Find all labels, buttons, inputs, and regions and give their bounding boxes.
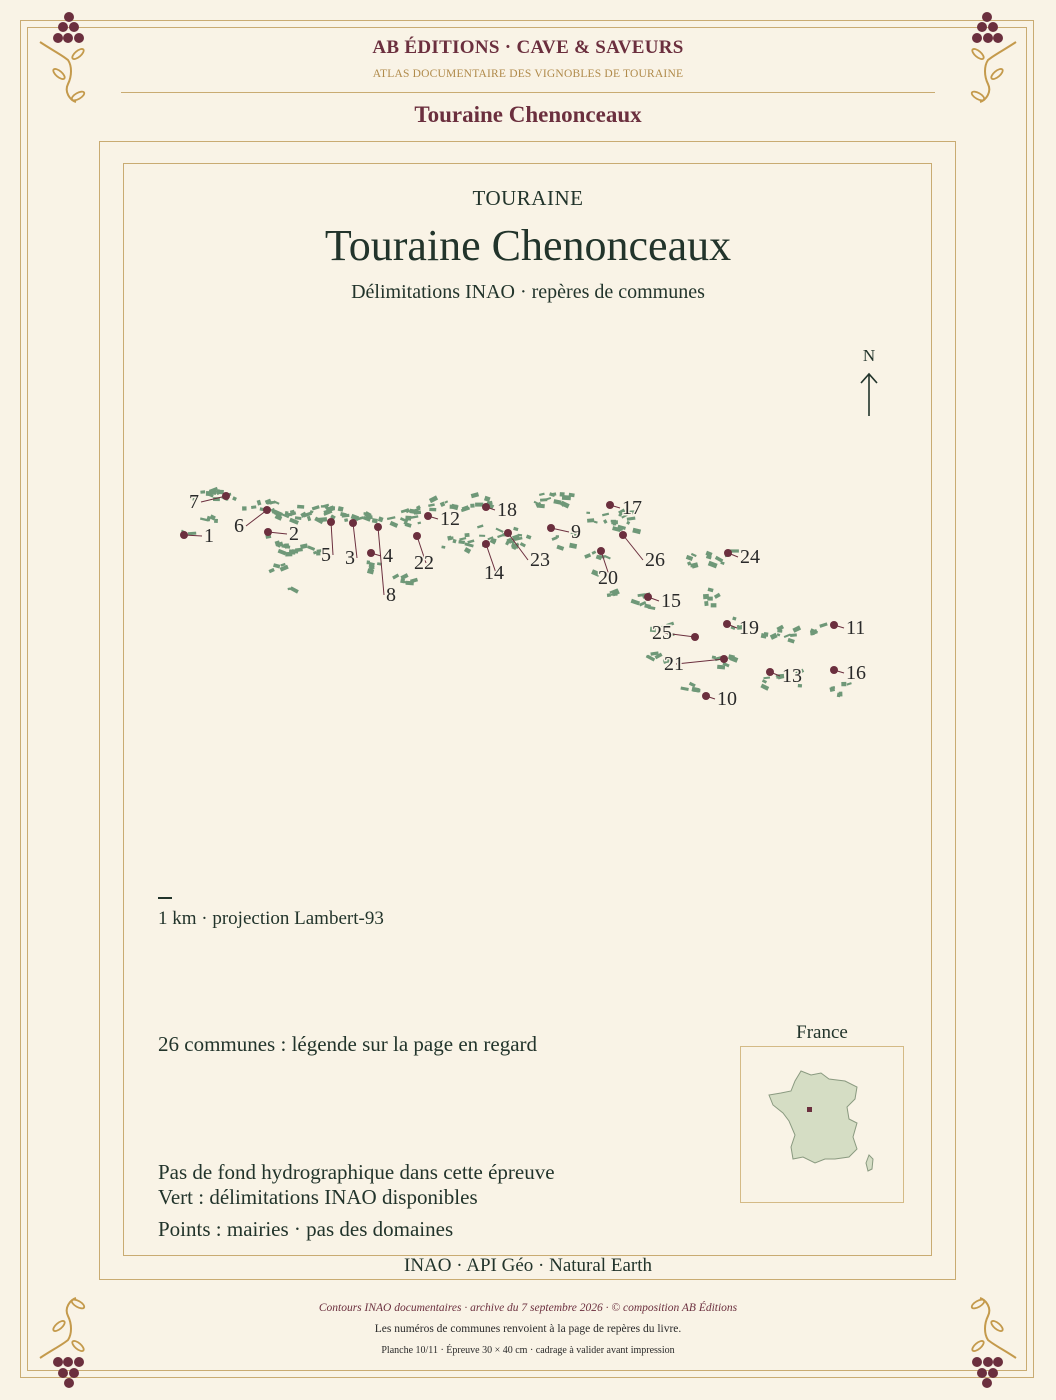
vineyard-parcel xyxy=(539,493,545,496)
vineyard-parcel xyxy=(458,540,465,544)
commune-marker-3 xyxy=(349,519,357,527)
region-name: TOURAINE xyxy=(472,186,584,210)
vineyard-parcel xyxy=(429,508,436,512)
vineyard-parcel xyxy=(392,573,399,579)
commune-marker-21 xyxy=(720,655,728,663)
note-hydrography: Pas de fond hydrographique dans cette épreuve xyxy=(158,1160,555,1184)
vineyard-parcel xyxy=(631,599,640,606)
france-inset-map xyxy=(740,1046,904,1203)
commune-marker-13 xyxy=(766,668,774,676)
vineyard-parcel xyxy=(680,687,688,691)
vineyard-parcel xyxy=(389,521,398,528)
commune-label-12: 12 xyxy=(440,508,460,530)
vineyard-parcel xyxy=(647,655,656,662)
commune-label-8: 8 xyxy=(386,584,396,606)
commune-marker-6 xyxy=(263,506,271,514)
vineyard-parcel xyxy=(471,492,479,498)
vineyard-parcel xyxy=(444,500,448,503)
vineyard-parcel xyxy=(459,537,466,541)
scale-label: 1 km · projection Lambert-93 xyxy=(158,908,384,929)
commune-marker-17 xyxy=(606,501,614,509)
vineyard-parcel xyxy=(464,547,471,554)
commune-marker-12 xyxy=(424,512,432,520)
marker-leader-line xyxy=(623,535,643,560)
commune-marker-18 xyxy=(482,503,490,511)
vineyard-parcel xyxy=(330,506,335,510)
vineyard-parcel xyxy=(839,692,843,697)
vineyard-parcel xyxy=(452,539,456,544)
vineyard-parcel xyxy=(405,522,412,527)
commune-marker-8 xyxy=(374,523,382,531)
commune-label-14: 14 xyxy=(484,562,504,584)
vineyard-parcel xyxy=(603,519,608,524)
vineyard-parcel xyxy=(611,593,618,595)
commune-marker-25 xyxy=(691,633,699,641)
plate-title: Touraine Chenonceaux xyxy=(414,102,642,127)
commune-marker-15 xyxy=(644,593,652,601)
vineyard-parcel xyxy=(691,553,697,557)
commune-label-3: 3 xyxy=(345,547,355,569)
vineyard-parcel xyxy=(372,518,378,523)
commune-label-20: 20 xyxy=(598,567,618,589)
vineyard-parcel xyxy=(712,656,716,660)
vineyard-parcel xyxy=(278,549,287,555)
footer-plate-info: Planche 10/11 · Épreuve 30 × 40 cm · cadrage à valider avant impression xyxy=(381,1345,675,1356)
vineyard-parcel xyxy=(703,594,709,599)
vineyard-parcel xyxy=(607,593,611,597)
footer-note: Les numéros de communes renvoient à la page de repères du livre. xyxy=(374,1323,682,1335)
vineyard-parcel xyxy=(292,549,299,553)
vineyard-parcel xyxy=(602,513,609,517)
vineyard-parcel xyxy=(686,555,693,561)
vineyard-parcel xyxy=(644,604,651,609)
vineyard-parcel xyxy=(475,503,483,507)
marker-leader-lines xyxy=(184,496,844,699)
vineyard-parcel xyxy=(784,633,791,638)
vineyard-parcel xyxy=(344,518,348,522)
commune-label-21: 21 xyxy=(664,653,684,675)
vineyard-parcel xyxy=(496,528,504,533)
vineyard-parcel xyxy=(790,633,797,637)
vineyard-parcel xyxy=(340,512,347,517)
commune-marker-22 xyxy=(413,532,421,540)
commune-marker-1 xyxy=(180,531,188,539)
commune-label-1: 1 xyxy=(204,525,214,547)
vineyard-parcel xyxy=(587,518,594,522)
vineyard-parcel xyxy=(307,545,315,551)
vineyard-parcel xyxy=(711,603,717,607)
vineyard-parcel xyxy=(440,502,445,507)
vineyard-parcel xyxy=(295,516,302,520)
commune-label-4: 4 xyxy=(383,545,393,567)
commune-label-6: 6 xyxy=(234,515,244,537)
vineyard-parcel xyxy=(429,495,438,503)
vineyard-parcel xyxy=(547,497,552,500)
data-sources: INAO · API Géo · Natural Earth xyxy=(404,1255,652,1276)
vineyard-parcel xyxy=(787,638,794,644)
region-location-marker xyxy=(807,1107,812,1112)
footer-credit: Contours INAO documentaires · archive du 7 septembre 2026 · © composition AB Éditions xyxy=(318,1302,738,1314)
commune-label-11: 11 xyxy=(846,617,866,639)
inset-title: France xyxy=(796,1022,848,1043)
vineyard-parcel xyxy=(556,545,564,551)
commune-marker-10 xyxy=(702,692,710,700)
vineyard-parcel xyxy=(761,633,767,639)
marker-leader-line xyxy=(331,522,333,555)
map-title: Touraine Chenonceaux xyxy=(324,221,732,270)
vineyard-parcel xyxy=(242,506,246,510)
vineyard-parcel xyxy=(513,527,518,531)
commune-label-18: 18 xyxy=(497,499,517,521)
vineyard-parcel xyxy=(188,532,197,536)
note-green-legend: Vert : délimitations INAO disponibles xyxy=(158,1185,478,1209)
vineyard-parcel xyxy=(526,535,532,540)
vineyard-parcel xyxy=(552,536,558,541)
vineyard-parcel xyxy=(477,524,484,528)
commune-marker-9 xyxy=(547,524,555,532)
scale-bar xyxy=(158,897,172,899)
vineyard-parcel xyxy=(704,601,708,606)
vineyard-parcel xyxy=(200,490,205,493)
vineyard-parcel xyxy=(273,563,280,568)
note-points-legend: Points : mairies · pas des domaines xyxy=(158,1217,454,1241)
vineyard-parcel xyxy=(594,521,598,524)
vineyard-parcel xyxy=(604,555,611,560)
vineyard-parcel xyxy=(406,581,414,586)
atlas-subtitle: ATLAS DOCUMENTAIRE DES VIGNOBLES DE TOURAINE xyxy=(372,68,684,80)
commune-marker-11 xyxy=(830,621,838,629)
vineyard-parcel xyxy=(462,505,470,511)
vineyard-parcel xyxy=(537,504,544,509)
commune-marker-7 xyxy=(222,492,230,500)
commune-marker-4 xyxy=(367,549,375,557)
commune-label-2: 2 xyxy=(289,523,299,545)
commune-label-13: 13 xyxy=(782,665,802,687)
vineyard-parcel xyxy=(540,498,547,501)
vineyard-parcel xyxy=(689,682,696,688)
commune-label-16: 16 xyxy=(846,662,866,684)
vineyard-parcel xyxy=(378,516,384,522)
vineyard-parcel xyxy=(819,622,827,627)
vineyard-parcel xyxy=(592,550,597,554)
vineyard-parcel xyxy=(307,516,311,521)
vineyard-parcel xyxy=(762,679,767,683)
vineyard-parcel xyxy=(273,500,279,504)
vineyard-parcel xyxy=(441,546,445,549)
commune-marker-23 xyxy=(504,529,512,537)
vineyard-parcel xyxy=(465,533,470,537)
vineyard-parcel xyxy=(708,561,718,569)
commune-marker-20 xyxy=(597,547,605,555)
vineyard-parcel xyxy=(714,593,721,599)
commune-label-5: 5 xyxy=(321,544,331,566)
vineyard-parcel xyxy=(428,503,435,507)
vineyard-parcel xyxy=(470,504,474,508)
commune-marker-26 xyxy=(619,531,627,539)
vineyard-parcel xyxy=(269,568,275,573)
vineyard-parcel xyxy=(586,512,590,514)
vineyard-parcel xyxy=(632,528,641,535)
vineyard-parcel xyxy=(387,516,396,520)
vineyard-parcel xyxy=(691,562,698,568)
commune-marker-2 xyxy=(264,528,272,536)
vineyard-parcel xyxy=(720,561,724,565)
commune-label-23: 23 xyxy=(530,549,550,571)
vineyard-parcel xyxy=(290,586,299,593)
vineyard-parcel xyxy=(297,505,304,509)
commune-label-10: 10 xyxy=(717,688,737,710)
vineyard-parcel xyxy=(484,496,491,502)
vineyard-parcel xyxy=(707,588,713,593)
vineyard-parcel xyxy=(214,519,218,523)
north-label: N xyxy=(862,346,876,365)
commune-label-24: 24 xyxy=(740,546,760,568)
publisher-name: AB ÉDITIONS · CAVE & SAVEURS xyxy=(372,37,684,58)
vineyard-parcel xyxy=(691,687,699,693)
commune-markers xyxy=(180,492,838,700)
vineyard-parcel xyxy=(717,665,725,670)
vineyard-parcel xyxy=(467,539,474,543)
vineyard-parcel xyxy=(569,543,577,549)
vineyard-parcel xyxy=(479,535,485,537)
commune-label-17: 17 xyxy=(622,497,642,519)
vineyard-parcel xyxy=(760,684,769,691)
vineyard-parcel xyxy=(732,617,736,621)
vineyard-parcel xyxy=(553,499,561,505)
vineyard-parcel xyxy=(300,543,308,549)
commune-label-15: 15 xyxy=(661,590,681,612)
commune-label-9: 9 xyxy=(571,521,581,543)
vineyard-parcel xyxy=(626,521,630,525)
commune-label-26: 26 xyxy=(645,549,665,571)
vineyard-parcel xyxy=(763,677,770,680)
commune-marker-16 xyxy=(830,666,838,674)
commune-label-22: 22 xyxy=(414,552,434,574)
vineyard-parcel xyxy=(792,625,801,632)
communes-note: 26 communes : légende sur la page en regard xyxy=(158,1032,538,1056)
vineyard-parcel xyxy=(562,495,571,500)
vineyard-parcel xyxy=(584,553,591,559)
vineyard-parcel xyxy=(417,522,421,525)
commune-label-25: 25 xyxy=(652,622,672,644)
vineyard-parcel xyxy=(777,629,782,633)
vineyard-parcel xyxy=(411,515,419,519)
vineyard-parcel xyxy=(520,542,526,547)
vineyard-parcel xyxy=(251,505,256,509)
commune-label-7: 7 xyxy=(189,491,199,513)
vineyard-parcel xyxy=(257,500,262,506)
map-subtitle: Délimitations INAO · repères de communes xyxy=(351,281,705,303)
vineyard-parcel xyxy=(338,506,344,512)
commune-marker-19 xyxy=(723,620,731,628)
commune-marker-5 xyxy=(327,518,335,526)
vineyard-parcel xyxy=(447,536,452,541)
vineyard-parcel xyxy=(312,505,320,510)
commune-marker-14 xyxy=(482,540,490,548)
vineyard-parcel xyxy=(232,496,237,501)
vineyard-parcel xyxy=(367,560,371,564)
commune-marker-24 xyxy=(724,549,732,557)
france-outline xyxy=(741,1047,903,1202)
commune-label-19: 19 xyxy=(739,617,759,639)
vineyard-parcel xyxy=(611,520,618,524)
vineyard-parcel xyxy=(777,633,781,636)
vineyard-parcel xyxy=(770,633,778,640)
